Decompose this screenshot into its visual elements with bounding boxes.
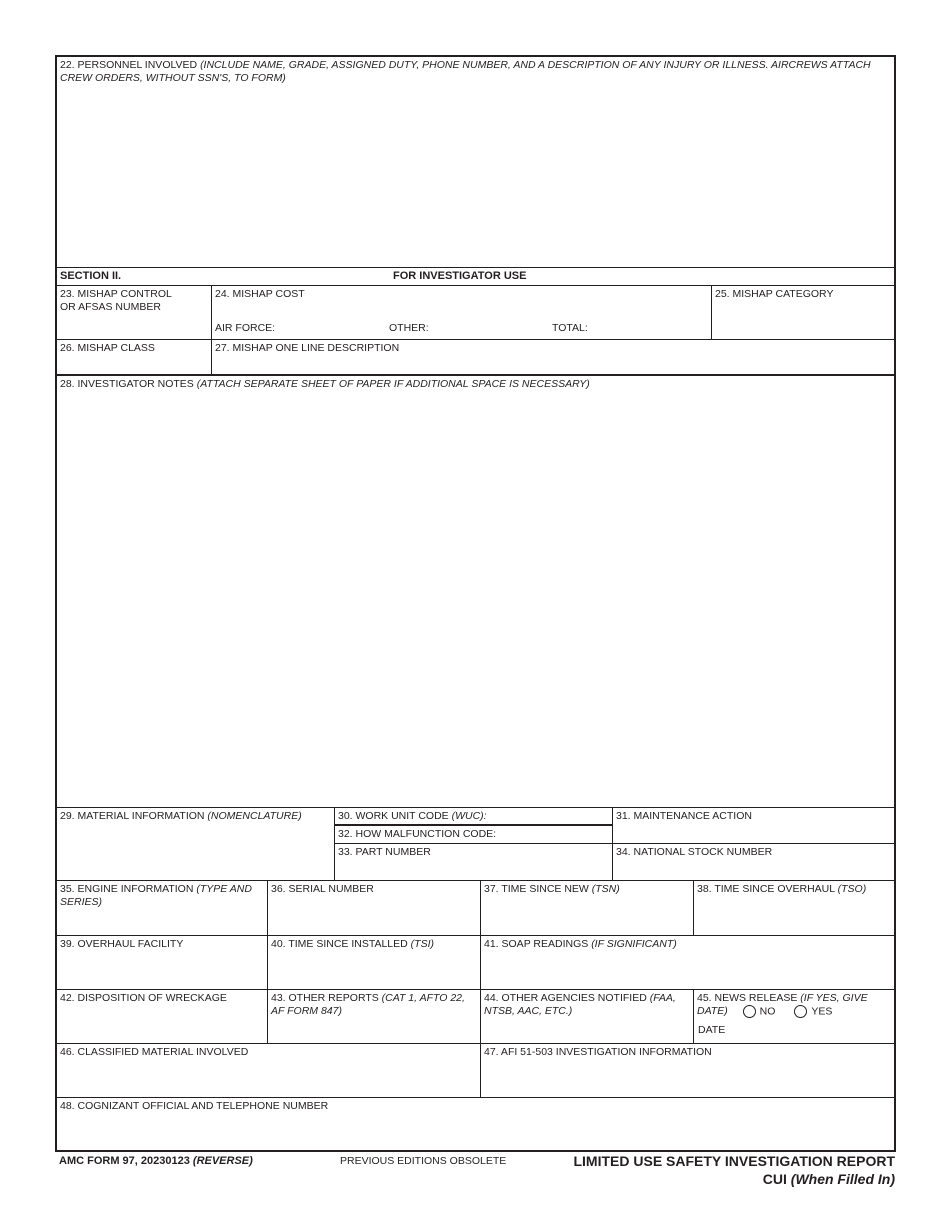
block-38-note: (TSO) [837, 883, 867, 895]
block-24-label: 24. MISHAP COST [215, 288, 305, 300]
block-24-other: OTHER: [389, 322, 429, 334]
block-36-serial-number[interactable] [268, 881, 481, 936]
block-37-label: 37. TIME SINCE NEW [484, 883, 589, 895]
form-id: AMC FORM 97, 20230123 [59, 1155, 190, 1167]
form-page [55, 55, 896, 1152]
block-40-note: (TSI) [410, 938, 434, 950]
block-33-label: 33. PART NUMBER [338, 846, 431, 858]
block-45-label: 45. NEWS RELEASE [697, 992, 798, 1004]
block-36-label: 36. SERIAL NUMBER [271, 883, 374, 895]
block-32-how-malfunction[interactable] [335, 826, 613, 844]
block-37-note: (TSN) [591, 883, 620, 895]
footer-title: LIMITED USE SAFETY INVESTIGATION REPORT [573, 1153, 895, 1169]
block-30-work-unit-code[interactable] [335, 808, 613, 826]
block-44-label: 44. OTHER AGENCIES NOTIFIED [484, 992, 647, 1004]
block-46-classified-material[interactable] [57, 1044, 481, 1098]
block-43-note: (CAT 1, AFTO 22, AF FORM 847) [271, 992, 465, 1017]
block-35-label: 35. ENGINE INFORMATION [60, 883, 194, 895]
block-26-label: 26. MISHAP CLASS [60, 342, 155, 354]
section-2-title: FOR INVESTIGATOR USE [393, 270, 527, 282]
block-29-material-info[interactable] [57, 808, 335, 881]
block-38-time-since-overhaul[interactable] [694, 881, 894, 936]
block-44-note: (FAA, NTSB, AAC, ETC.) [484, 992, 676, 1017]
section-2-label: SECTION II. [60, 270, 122, 282]
block-30-label: 30. WORK UNIT CODE [338, 810, 449, 822]
block-45-news-release [694, 990, 894, 1044]
block-34-label: 34. NATIONAL STOCK NUMBER [616, 846, 773, 858]
block-27-one-line-description[interactable] [212, 340, 894, 376]
block-35-note: (TYPE AND SERIES) [60, 883, 252, 908]
news-release-no-label: NO [759, 1005, 776, 1018]
block-31-maintenance-action[interactable] [613, 808, 894, 844]
block-42-label: 42. DISPOSITION OF WRECKAGE [60, 992, 227, 1004]
block-23-label: 23. MISHAP CONTROL OR AFSAS NUMBER [60, 288, 172, 313]
block-43-other-reports[interactable] [268, 990, 481, 1044]
block-22-note: (INCLUDE NAME, GRADE, ASSIGNED DUTY, PHONE NUMBER, AND A DESCRIPTION OF ANY INJURY OR ILLNESS. AIRCREWS ATTACH CREW ORDERS, WITHOUT SSN'S, TO FORM) [60, 59, 871, 84]
block-46-label: 46. CLASSIFIED MATERIAL INVOLVED [60, 1046, 249, 1058]
block-37-time-since-new[interactable] [481, 881, 694, 936]
block-29-label: 29. MATERIAL INFORMATION [60, 810, 205, 822]
block-27-label: 27. MISHAP ONE LINE DESCRIPTION [215, 342, 400, 354]
section-2-header [57, 268, 894, 286]
block-41-label: 41. SOAP READINGS [484, 938, 589, 950]
block-48-label: 48. COGNIZANT OFFICIAL AND TELEPHONE NUMBER [60, 1100, 329, 1112]
news-release-yes-radio[interactable] [794, 1005, 807, 1018]
block-28-investigator-notes[interactable] [57, 376, 894, 808]
block-23-mishap-control[interactable] [57, 286, 212, 340]
block-47-label: 47. AFI 51-503 INVESTIGATION INFORMATION [484, 1046, 712, 1058]
block-47-afi-investigation[interactable] [481, 1044, 894, 1098]
block-24-air-force: AIR FORCE: [215, 322, 276, 334]
block-35-engine-info[interactable] [57, 881, 268, 936]
block-29-note: (NOMENCLATURE) [207, 810, 302, 822]
block-26-mishap-class[interactable] [57, 340, 212, 376]
news-release-no-radio[interactable] [743, 1005, 756, 1018]
cui-label: CUI [762, 1171, 787, 1187]
block-38-label: 38. TIME SINCE OVERHAUL [697, 883, 835, 895]
form-reverse: (REVERSE) [192, 1155, 253, 1167]
news-release-yes-label: YES [811, 1005, 833, 1018]
block-28-note: (ATTACH SEPARATE SHEET OF PAPER IF ADDITIONAL SPACE IS NECESSARY) [196, 378, 590, 390]
block-44-other-agencies[interactable] [481, 990, 694, 1044]
block-33-part-number[interactable] [335, 844, 613, 881]
block-45-note: (IF YES, GIVE DATE) [697, 992, 868, 1018]
footer-cui [763, 1171, 895, 1187]
block-39-label: 39. OVERHAUL FACILITY [60, 938, 184, 950]
block-43-label: 43. OTHER REPORTS [271, 992, 379, 1004]
block-24-total: TOTAL: [552, 322, 588, 334]
block-22-label: 22. PERSONNEL INVOLVED [60, 59, 198, 71]
block-39-overhaul-facility[interactable] [57, 936, 268, 990]
block-45-date[interactable]: DATE [698, 1024, 726, 1036]
block-40-time-since-installed[interactable] [268, 936, 481, 990]
block-31-label: 31. MAINTENANCE ACTION [616, 810, 752, 822]
block-25-label: 25. MISHAP CATEGORY [715, 288, 834, 300]
footer-obsolete: PREVIOUS EDITIONS OBSOLETE [340, 1155, 507, 1167]
block-25-mishap-category[interactable] [712, 286, 894, 340]
footer-form-id [59, 1155, 253, 1167]
block-22-personnel[interactable] [57, 57, 894, 268]
block-34-national-stock-number[interactable] [613, 844, 894, 881]
block-28-label: 28. INVESTIGATOR NOTES [60, 378, 194, 390]
block-48-cognizant-official[interactable] [57, 1098, 894, 1150]
block-42-disposition-wreckage[interactable] [57, 990, 268, 1044]
block-32-label: 32. HOW MALFUNCTION CODE: [338, 828, 497, 840]
block-41-soap-readings[interactable] [481, 936, 894, 990]
block-30-note: (WUC): [451, 810, 487, 822]
block-41-note: (IF SIGNIFICANT) [591, 938, 677, 950]
block-40-label: 40. TIME SINCE INSTALLED [271, 938, 408, 950]
cui-note: (When Filled In) [790, 1171, 895, 1187]
block-24-mishap-cost[interactable] [212, 286, 712, 340]
